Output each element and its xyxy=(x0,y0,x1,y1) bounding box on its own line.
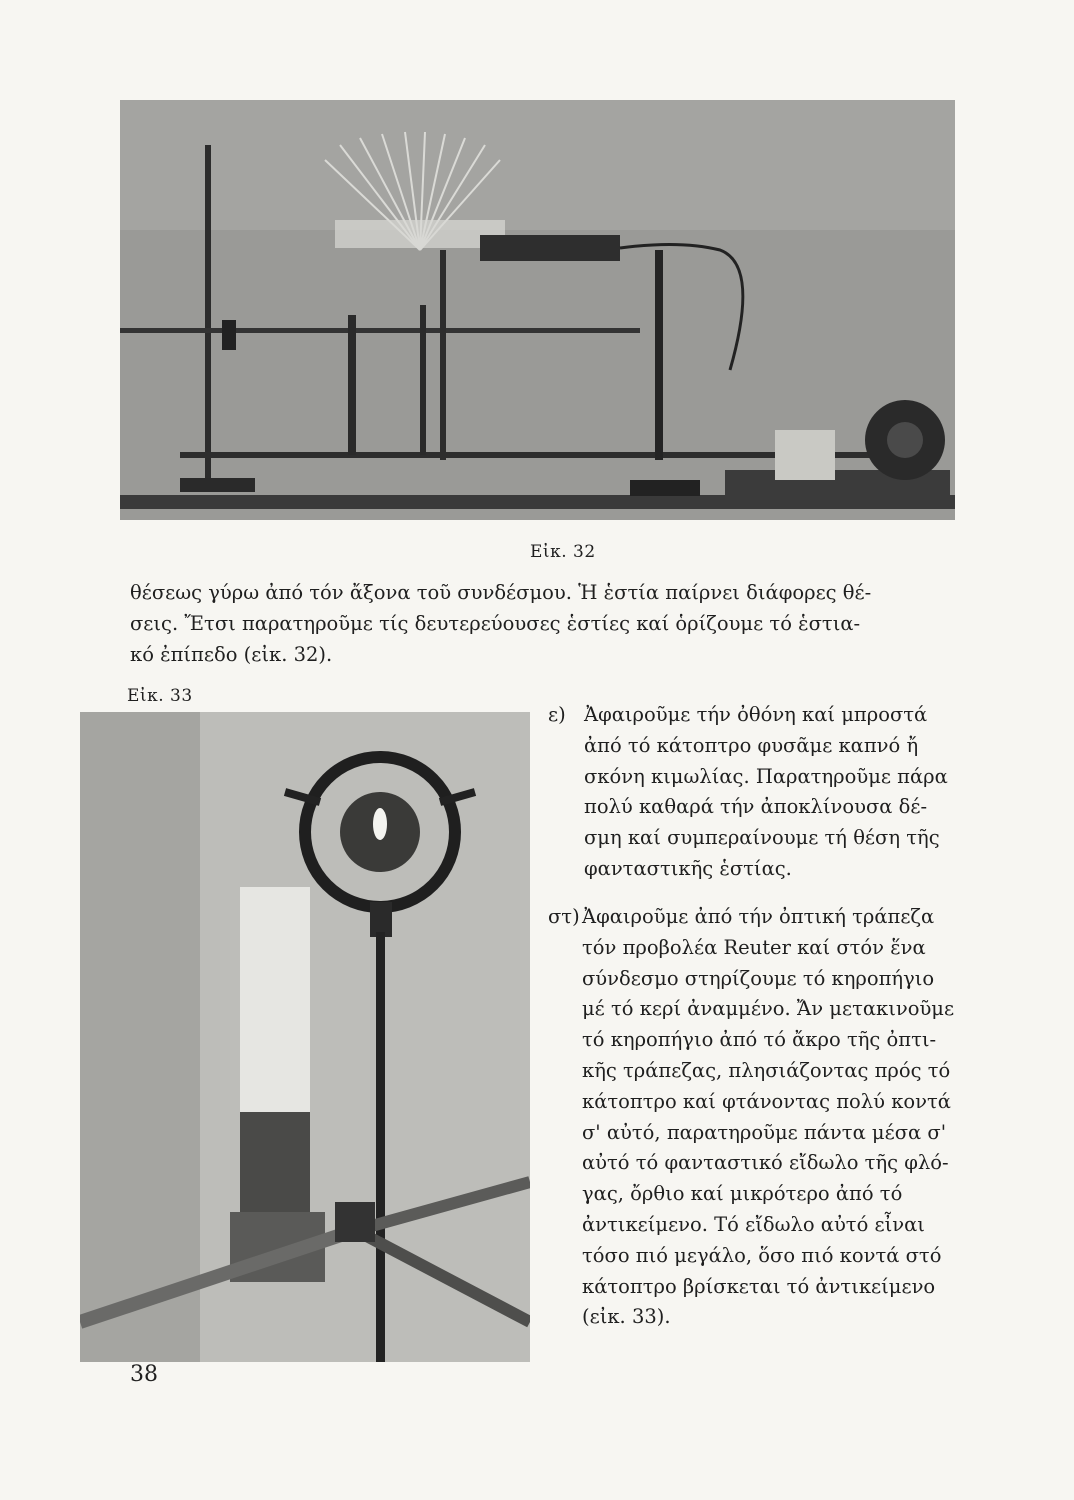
text-line: φανταστικῆς ἑστίας. xyxy=(584,856,792,880)
text-line: τόσο πιό μεγάλο, ὅσο πιό κοντά στό xyxy=(582,1243,942,1267)
figure-32-photo xyxy=(120,100,955,520)
figure-33-photo xyxy=(80,712,530,1362)
text-line: σμη καί συμπεραίνουμε τή θέση τῆς xyxy=(584,826,940,850)
text-line: κάτοπτρο βρίσκεται τό ἀντικείμενο xyxy=(582,1274,936,1298)
text-line: γας, ὄρθιο καί μικρότερο ἀπό τό xyxy=(582,1182,903,1206)
item-body xyxy=(584,700,948,885)
text-line: Ἀφαιροῦμε τήν ὀθόνη καί μπροστά xyxy=(584,703,928,726)
text-line: Ἀφαιροῦμε ἀπό τήν ὀπτική τράπεζα xyxy=(582,905,935,928)
text-line: κό ἐπίπεδο (εἰκ. 32). xyxy=(130,643,333,666)
figure-33-caption: Εἰκ. 33 xyxy=(127,686,193,706)
text-line: τόν προβολέα Reuter καί στόν ἕνα xyxy=(582,935,926,959)
text-line: μέ τό κερί ἀναμμένο. Ἄν μετακινοῦμε xyxy=(582,997,955,1021)
figure-32-caption: Εἰκ. 32 xyxy=(530,542,596,562)
text-line: κάτοπτρο καί φτάνοντας πολύ κοντά xyxy=(582,1089,951,1113)
text-line: αὐτό τό φανταστικό εἴδωλο τῆς φλό- xyxy=(582,1151,949,1175)
continued-paragraph xyxy=(130,577,940,670)
item-marker: στ) xyxy=(548,905,580,928)
page-number: 38 xyxy=(130,1362,158,1387)
text-line: κῆς τράπεζας, πλησιάζοντας πρός τό xyxy=(582,1058,951,1082)
text-line: ἀντικείμενο. Τό εἴδωλο αὐτό εἶναι xyxy=(582,1212,925,1236)
text-line: σεις. Ἔτσι παρατηροῦμε τίς δευτερεύουσες ἑστίες καί ὁρίζουμε τό ἑστια- xyxy=(130,612,861,635)
item-marker: ε) xyxy=(548,703,566,726)
text-line: σύνδεσμο στηρίζουμε τό κηροπήγιο xyxy=(582,966,935,990)
candle-mirror-illustration xyxy=(80,712,530,1362)
optical-bench-illustration xyxy=(120,100,955,520)
text-line: ἀπό τό κάτοπτρο φυσᾶμε καπνό ἤ xyxy=(584,733,919,757)
item-body xyxy=(582,902,954,1333)
text-line: τό κηροπήγιο ἀπό τό ἄκρο τῆς ὀπτι- xyxy=(582,1028,937,1052)
text-line: (εἰκ. 33). xyxy=(582,1305,671,1329)
text-line: θέσεως γύρω ἀπό τόν ἄξονα τοῦ συνδέσμου. Ἡ ἑστία παίρνει διάφορες θέ- xyxy=(130,581,872,604)
text-line: πολύ καθαρά τήν ἀποκλίνουσα δέ- xyxy=(584,795,928,819)
text-line: σκόνη κιμωλίας. Παρατηροῦμε πάρα xyxy=(584,764,948,788)
text-line: σ' αὐτό, παρατηροῦμε πάντα μέσα σ' xyxy=(582,1120,947,1144)
